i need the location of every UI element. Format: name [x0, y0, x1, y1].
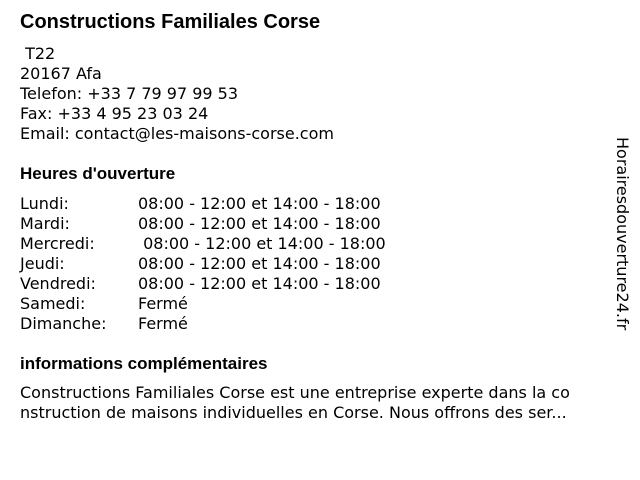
hours-day: Mercredi:	[20, 234, 95, 253]
company-name: Constructions Familiales Corse	[20, 11, 321, 33]
hours-day: Lundi:	[20, 194, 69, 213]
hours-heading: Heures d'ouverture	[20, 164, 176, 183]
hours-time: Fermé	[138, 314, 188, 333]
hours-day: Mardi:	[20, 214, 70, 233]
company-description	[20, 383, 620, 423]
email-address: Email: contact@les-maisons-corse.com	[20, 124, 334, 143]
hours-day: Dimanche:	[20, 314, 107, 333]
hours-row-vendredi	[20, 274, 386, 294]
hours-row-dimanche	[20, 314, 386, 334]
hours-row-lundi	[20, 194, 386, 214]
hours-day: Samedi:	[20, 294, 86, 313]
info-heading: informations complémentaires	[20, 354, 268, 373]
hours-time: 08:00 - 12:00 et 14:00 - 18:00	[138, 234, 386, 253]
hours-time: 08:00 - 12:00 et 14:00 - 18:00	[138, 274, 381, 293]
phone-number: Telefon: +33 7 79 97 99 53	[20, 84, 239, 103]
hours-row-samedi	[20, 294, 386, 314]
hours-time: 08:00 - 12:00 et 14:00 - 18:00	[138, 214, 381, 233]
site-watermark: Horairesdouverture24.fr	[613, 137, 632, 331]
hours-time: 08:00 - 12:00 et 14:00 - 18:00	[138, 254, 381, 273]
hours-row-mercredi	[20, 234, 386, 254]
contact-block	[20, 44, 334, 144]
hours-table	[20, 194, 386, 334]
description-line-1: Constructions Familiales Corse est une entreprise experte dans la co	[20, 383, 570, 402]
hours-day: Vendredi:	[20, 274, 96, 293]
address-line-2: 20167 Afa	[20, 64, 102, 83]
fax-number: Fax: +33 4 95 23 03 24	[20, 104, 209, 123]
hours-row-mardi	[20, 214, 386, 234]
hours-row-jeudi	[20, 254, 386, 274]
address-line-1: T22	[20, 44, 56, 63]
description-line-2: nstruction de maisons individuelles en Corse. Nous offrons des ser...	[20, 403, 567, 422]
hours-time: Fermé	[138, 294, 188, 313]
hours-day: Jeudi:	[20, 254, 65, 273]
hours-time: 08:00 - 12:00 et 14:00 - 18:00	[138, 194, 381, 213]
